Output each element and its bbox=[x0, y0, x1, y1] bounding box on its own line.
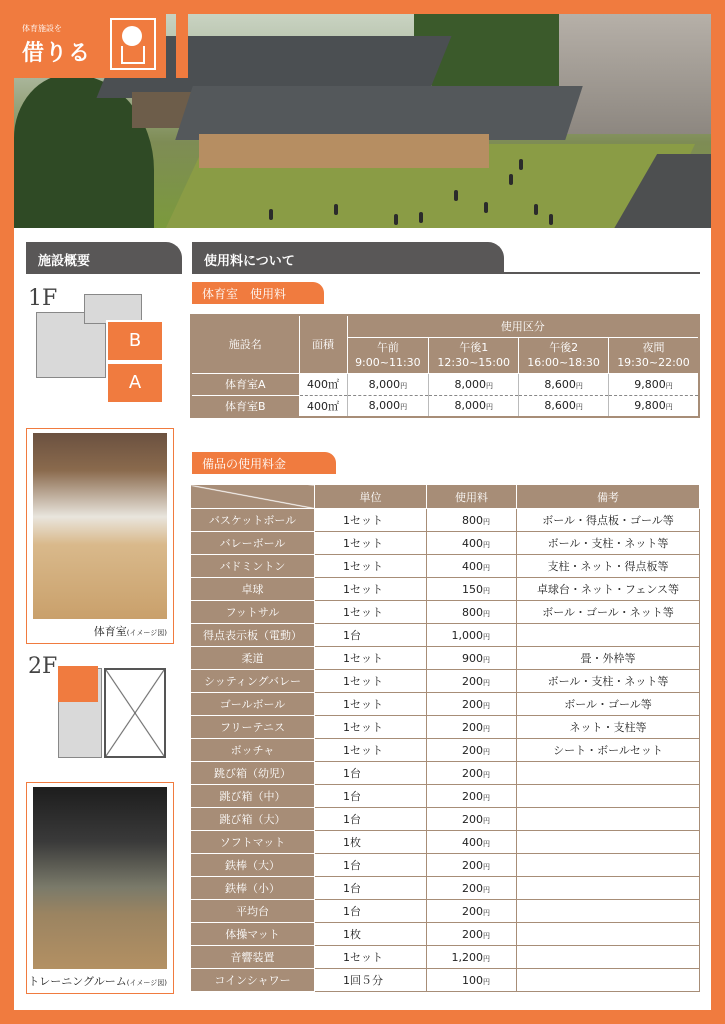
equipment-fee: 200円 bbox=[427, 785, 517, 808]
equipment-note: ボール・支柱・ネット等 bbox=[517, 532, 700, 555]
overview-title: 施設概要 bbox=[38, 254, 91, 269]
equipment-note: ボール・得点板・ゴール等 bbox=[517, 509, 700, 532]
equipment-row bbox=[191, 555, 700, 578]
equipment-unit: 1セット bbox=[315, 693, 427, 716]
gym-photo bbox=[33, 433, 167, 619]
equipment-fee: 200円 bbox=[427, 877, 517, 900]
equipment-name: バスケットボール bbox=[191, 509, 315, 532]
equipment-name: フリーテニス bbox=[191, 716, 315, 739]
equipment-unit: 1セット bbox=[315, 555, 427, 578]
fee-slot-label: 夜間 bbox=[642, 341, 665, 354]
equipment-name: コインシャワー bbox=[191, 969, 315, 992]
equipment-name: 得点表示板（電動） bbox=[191, 624, 315, 647]
equipment-row bbox=[191, 877, 700, 900]
equipment-note: シート・ボールセット bbox=[517, 739, 700, 762]
equipment-note: ネット・支柱等 bbox=[517, 716, 700, 739]
equipment-name: ボッチャ bbox=[191, 739, 315, 762]
overview-header bbox=[26, 242, 162, 274]
equip-header-blank bbox=[191, 485, 315, 509]
equipment-note bbox=[517, 762, 700, 785]
fee-slot-time: 9:00~11:30 bbox=[355, 356, 421, 369]
equipment-row bbox=[191, 601, 700, 624]
fee-header-area: 面積 bbox=[299, 315, 347, 373]
equipment-name: シッティングバレー bbox=[191, 670, 315, 693]
fee-cell: 8,000円 bbox=[347, 373, 429, 395]
equipment-fee: 200円 bbox=[427, 670, 517, 693]
equip-header-note: 備考 bbox=[517, 485, 700, 509]
equipment-name: ソフトマット bbox=[191, 831, 315, 854]
fee-slot-time: 12:30~15:00 bbox=[437, 356, 511, 369]
equipment-row bbox=[191, 808, 700, 831]
equipment-name: フットサル bbox=[191, 601, 315, 624]
equipment-row bbox=[191, 716, 700, 739]
training-room-block bbox=[58, 666, 98, 702]
equipment-fee: 200円 bbox=[427, 900, 517, 923]
usage-header bbox=[192, 242, 484, 274]
room-b: B bbox=[106, 320, 164, 362]
equipment-row bbox=[191, 670, 700, 693]
fee-slot-label: 午後2 bbox=[549, 341, 579, 354]
badge-subtitle: 体育施設を bbox=[22, 24, 62, 33]
fee-row-area: 400㎡ bbox=[299, 373, 347, 395]
equipment-note: 畳・外枠等 bbox=[517, 647, 700, 670]
equipment-row bbox=[191, 854, 700, 877]
equipment-note bbox=[517, 785, 700, 808]
fee-cell: 8,000円 bbox=[429, 373, 519, 395]
fee-row-area: 400㎡ bbox=[299, 395, 347, 417]
equipment-unit: 1台 bbox=[315, 762, 427, 785]
gym-photo-caption: 体育室(イメージ図) bbox=[93, 625, 167, 638]
room-a: A bbox=[106, 362, 164, 404]
equipment-fee: 200円 bbox=[427, 716, 517, 739]
equipment-row bbox=[191, 831, 700, 854]
equipment-row bbox=[191, 762, 700, 785]
equipment-name: 平均台 bbox=[191, 900, 315, 923]
equipment-row bbox=[191, 785, 700, 808]
equipment-unit: 1枚 bbox=[315, 831, 427, 854]
training-photo bbox=[33, 787, 167, 969]
equipment-row bbox=[191, 532, 700, 555]
equipment-name: 体操マット bbox=[191, 923, 315, 946]
fee-slot-header bbox=[519, 337, 609, 373]
fee-header-division: 使用区分 bbox=[347, 315, 699, 337]
equipment-unit: 1セット bbox=[315, 578, 427, 601]
fee-cell: 9,800円 bbox=[609, 395, 699, 417]
basketball-hoop-icon bbox=[110, 18, 156, 70]
equipment-fee: 800円 bbox=[427, 601, 517, 624]
equipment-unit: 1台 bbox=[315, 877, 427, 900]
equipment-name: 鉄棒（大） bbox=[191, 854, 315, 877]
equipment-fee-header: 備品の使用料金 bbox=[192, 452, 324, 474]
equipment-note bbox=[517, 969, 700, 992]
fee-cell: 9,800円 bbox=[609, 373, 699, 395]
accent-stripe bbox=[176, 14, 188, 78]
equipment-note bbox=[517, 946, 700, 969]
equipment-name: 跳び箱（中） bbox=[191, 785, 315, 808]
gym-fee-table bbox=[190, 314, 700, 418]
equipment-name: 音響装置 bbox=[191, 946, 315, 969]
equipment-fee: 200円 bbox=[427, 808, 517, 831]
equipment-unit: 1セット bbox=[315, 647, 427, 670]
fee-row bbox=[191, 373, 699, 395]
fee-row bbox=[191, 395, 699, 417]
fee-slot-time: 16:00~18:30 bbox=[527, 356, 600, 369]
void-area bbox=[104, 668, 166, 758]
equipment-name: 鉄棒（小） bbox=[191, 877, 315, 900]
equipment-unit: 1枚 bbox=[315, 923, 427, 946]
equipment-unit: 1台 bbox=[315, 624, 427, 647]
equipment-fee-table bbox=[190, 484, 700, 992]
equipment-fee: 1,200円 bbox=[427, 946, 517, 969]
fee-slot-label: 午前 bbox=[376, 341, 399, 354]
floor1-label: 1F bbox=[28, 286, 58, 311]
equipment-name: ゴールボール bbox=[191, 693, 315, 716]
title-badge bbox=[14, 14, 166, 78]
equipment-row bbox=[191, 946, 700, 969]
equipment-unit: 1回５分 bbox=[315, 969, 427, 992]
equipment-note bbox=[517, 808, 700, 831]
usage-title: 使用料について bbox=[204, 254, 295, 269]
equipment-unit: 1セット bbox=[315, 601, 427, 624]
equipment-unit: 1セット bbox=[315, 739, 427, 762]
equipment-note bbox=[517, 624, 700, 647]
equipment-row bbox=[191, 900, 700, 923]
fee-slot-header bbox=[609, 337, 699, 373]
equipment-fee: 1,000円 bbox=[427, 624, 517, 647]
equip-header-fee: 使用料 bbox=[427, 485, 517, 509]
fee-slot-label: 午後1 bbox=[459, 341, 489, 354]
equipment-note bbox=[517, 877, 700, 900]
equipment-row bbox=[191, 969, 700, 992]
equipment-fee: 200円 bbox=[427, 739, 517, 762]
equipment-fee: 200円 bbox=[427, 923, 517, 946]
equipment-name: バドミントン bbox=[191, 555, 315, 578]
gym-photo-card bbox=[26, 428, 174, 644]
equipment-fee: 200円 bbox=[427, 854, 517, 877]
equipment-fee: 400円 bbox=[427, 532, 517, 555]
badge-title: 借りる bbox=[22, 41, 92, 66]
equipment-fee: 800円 bbox=[427, 509, 517, 532]
equipment-note: ボール・ゴール・ネット等 bbox=[517, 601, 700, 624]
equipment-unit: 1台 bbox=[315, 854, 427, 877]
equipment-name: 卓球 bbox=[191, 578, 315, 601]
equipment-note: 卓球台・ネット・フェンス等 bbox=[517, 578, 700, 601]
equipment-note bbox=[517, 831, 700, 854]
equipment-row bbox=[191, 509, 700, 532]
equipment-name: 柔道 bbox=[191, 647, 315, 670]
equipment-unit: 1台 bbox=[315, 900, 427, 923]
equipment-unit: 1台 bbox=[315, 808, 427, 831]
equipment-fee: 400円 bbox=[427, 831, 517, 854]
equipment-fee: 900円 bbox=[427, 647, 517, 670]
equipment-name: 跳び箱（幼児） bbox=[191, 762, 315, 785]
floor2-label: 2F bbox=[28, 654, 58, 679]
training-photo-card bbox=[26, 782, 174, 994]
fee-row-name: 体育室B bbox=[191, 395, 299, 417]
fee-cell: 8,600円 bbox=[519, 395, 609, 417]
equipment-fee: 400円 bbox=[427, 555, 517, 578]
equipment-note: ボール・支柱・ネット等 bbox=[517, 670, 700, 693]
fee-header-name: 施設名 bbox=[191, 315, 299, 373]
equipment-note: 支柱・ネット・得点板等 bbox=[517, 555, 700, 578]
equipment-name: 跳び箱（大） bbox=[191, 808, 315, 831]
equipment-note bbox=[517, 854, 700, 877]
fee-row-name: 体育室A bbox=[191, 373, 299, 395]
equipment-unit: 1セット bbox=[315, 670, 427, 693]
fee-slot-header bbox=[429, 337, 519, 373]
equipment-row bbox=[191, 624, 700, 647]
equipment-row bbox=[191, 739, 700, 762]
equipment-note: ボール・ゴール等 bbox=[517, 693, 700, 716]
equipment-name: バレーボール bbox=[191, 532, 315, 555]
training-photo-caption: トレーニングルーム(イメージ図) bbox=[28, 975, 167, 988]
fee-slot-header bbox=[347, 337, 429, 373]
fee-cell: 8,600円 bbox=[519, 373, 609, 395]
equipment-unit: 1台 bbox=[315, 785, 427, 808]
equipment-row bbox=[191, 578, 700, 601]
equipment-fee: 100円 bbox=[427, 969, 517, 992]
equipment-unit: 1セット bbox=[315, 509, 427, 532]
brochure-page bbox=[14, 14, 711, 1010]
equipment-row bbox=[191, 647, 700, 670]
equipment-unit: 1セット bbox=[315, 946, 427, 969]
equipment-unit: 1セット bbox=[315, 716, 427, 739]
fee-cell: 8,000円 bbox=[347, 395, 429, 417]
equipment-unit: 1セット bbox=[315, 532, 427, 555]
equipment-note bbox=[517, 900, 700, 923]
equipment-row bbox=[191, 923, 700, 946]
equip-header-unit: 単位 bbox=[315, 485, 427, 509]
usage-header-rule bbox=[484, 272, 700, 274]
equipment-note bbox=[517, 923, 700, 946]
fee-slot-time: 19:30~22:00 bbox=[617, 356, 690, 369]
equipment-fee: 200円 bbox=[427, 762, 517, 785]
equipment-fee: 150円 bbox=[427, 578, 517, 601]
fee-cell: 8,000円 bbox=[429, 395, 519, 417]
equipment-row bbox=[191, 693, 700, 716]
equipment-fee: 200円 bbox=[427, 693, 517, 716]
gym-fee-header: 体育室 使用料 bbox=[192, 282, 312, 304]
